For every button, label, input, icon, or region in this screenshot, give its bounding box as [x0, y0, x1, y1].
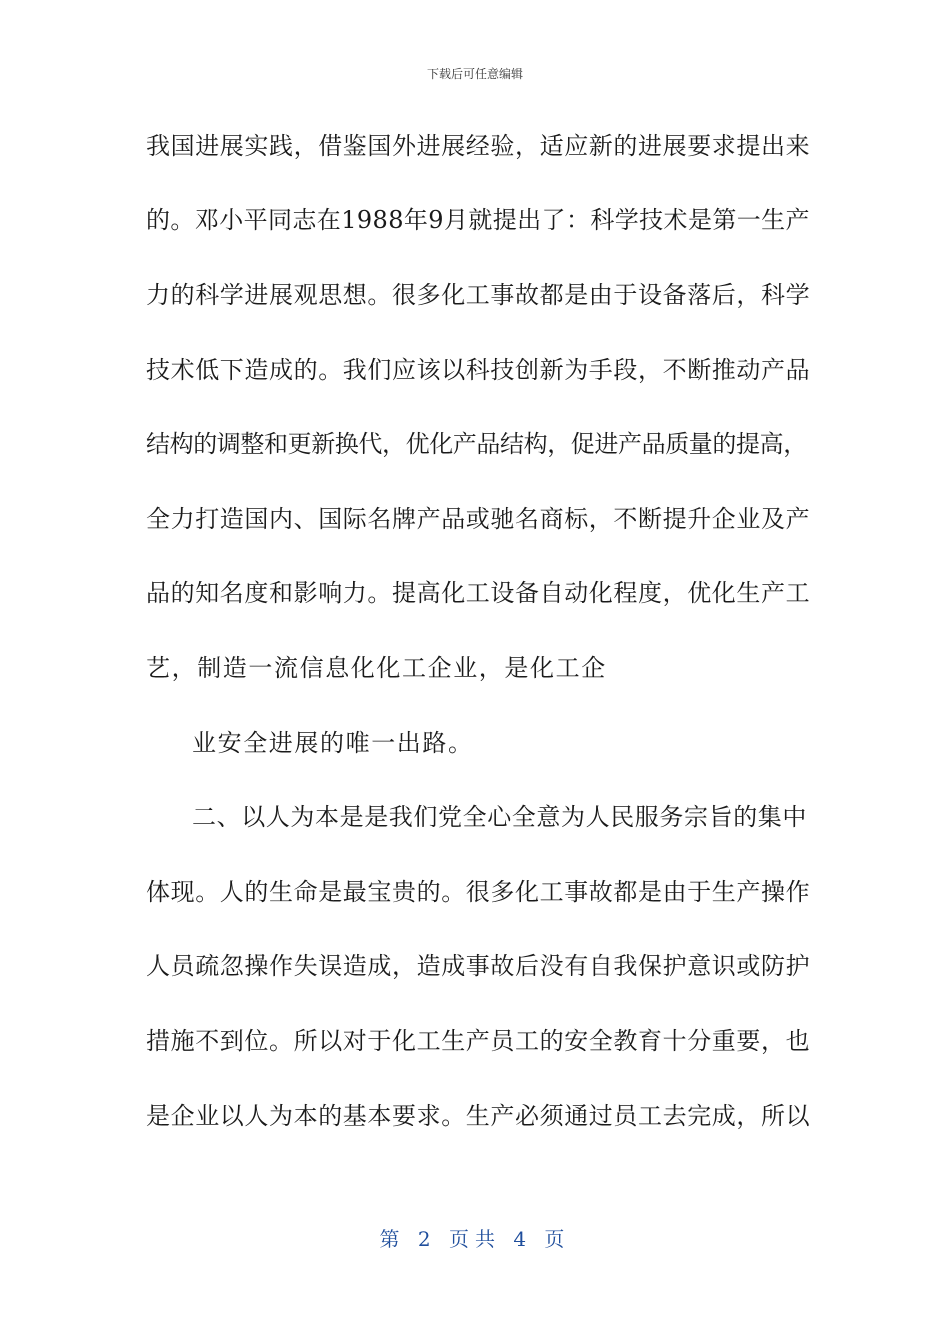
- body-line: 我国进展实践，借鉴国外进展经验，适应新的进展要求提出来: [146, 132, 811, 160]
- body-line: 的。邓小平同志在1988年9月就提出了：科学技术是第一生产: [146, 206, 810, 234]
- body-line: 力的科学进展观思想。很多化工事故都是由于设备落后，科学: [146, 281, 811, 309]
- body-line: 人员疏忽操作失误造成，造成事故后没有自我保护意识或防护: [146, 952, 811, 980]
- body-line: 二、以人为本是是我们党全心全意为人民服务宗旨的集中: [192, 803, 807, 831]
- page-header: 下载后可任意编辑: [426, 67, 523, 81]
- body-line: 技术低下造成的。我们应该以科技创新为手段，不断推动产品: [146, 356, 811, 384]
- page-number-text: 第 2 页共 4 页: [379, 1227, 571, 1251]
- body-line: 措施不到位。所以对于化工生产员工的安全教育十分重要，也: [146, 1027, 811, 1055]
- page-number-footer: [0, 1226, 950, 1252]
- body-line: 品的知名度和影响力。提高化工设备自动化程度，优化生产工: [146, 579, 811, 607]
- body-line: 业安全进展的唯一出路。: [192, 729, 474, 757]
- body-line: 体现。人的生命是最宝贵的。很多化工事故都是由于生产操作: [146, 878, 811, 906]
- body-line: 全力打造国内、国际名牌产品或驰名商标，不断提升企业及产: [146, 505, 811, 533]
- body-line: 结构的调整和更新换代，优化产品结构，促进产品质量的提高，: [146, 430, 807, 458]
- body-line: 艺，制造一流信息化化工企业，是化工企: [146, 654, 607, 682]
- body-line: 是企业以人为本的基本要求。生产必须通过员工去完成，所以: [146, 1102, 811, 1130]
